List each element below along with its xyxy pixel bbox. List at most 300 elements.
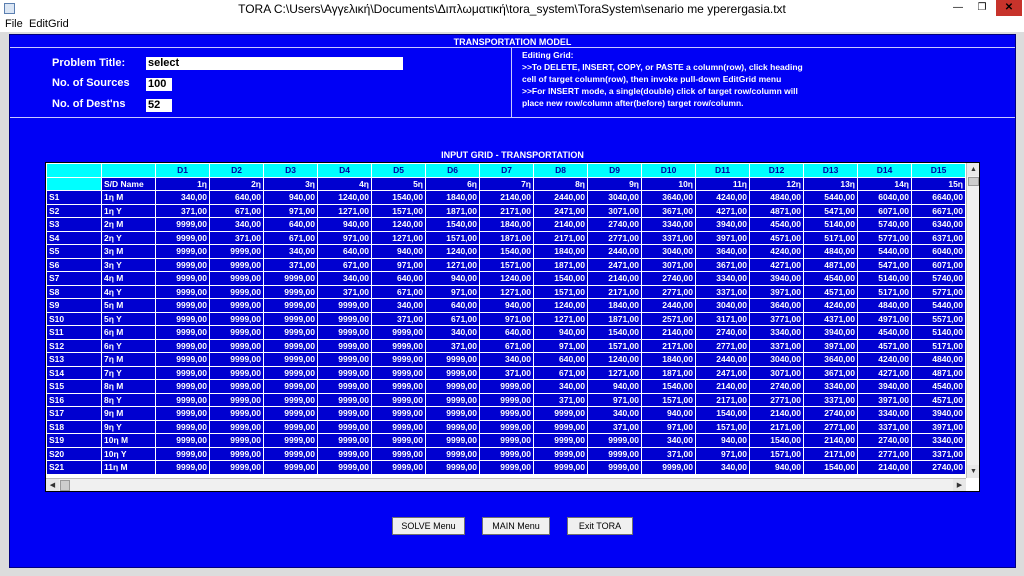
solve-menu-button[interactable]: SOLVE Menu [392,517,465,535]
cost-cell[interactable]: 9999,00 [426,393,480,407]
cost-cell[interactable]: 4540,00 [858,326,912,340]
column-header[interactable]: D15 [912,164,966,178]
cost-cell[interactable]: 2171,00 [480,204,534,218]
cost-cell[interactable]: 2140,00 [642,326,696,340]
cost-cell[interactable]: 4840,00 [750,191,804,205]
row-header[interactable]: S6 [47,258,102,272]
cost-cell[interactable]: 3340,00 [858,407,912,421]
cost-cell[interactable]: 3071,00 [588,204,642,218]
column-header[interactable]: D3 [264,164,318,178]
cost-cell[interactable]: 971,00 [534,339,588,353]
cost-cell[interactable]: 1240,00 [588,353,642,367]
cost-cell[interactable]: 9999,00 [318,407,372,421]
dest-name-cell[interactable]: 7η [480,177,534,191]
cost-cell[interactable]: 2771,00 [642,285,696,299]
cost-cell[interactable]: 9999,00 [318,380,372,394]
cost-cell[interactable]: 2140,00 [750,407,804,421]
cost-cell[interactable]: 1271,00 [318,204,372,218]
grid-corner[interactable] [47,164,102,178]
cost-cell[interactable]: 4971,00 [858,312,912,326]
cost-cell[interactable]: 9999,00 [264,339,318,353]
cost-cell[interactable]: 9999,00 [318,434,372,448]
cost-cell[interactable]: 1240,00 [318,191,372,205]
row-header[interactable]: S10 [47,312,102,326]
cost-cell[interactable]: 9999,00 [156,461,210,475]
cost-cell[interactable]: 5440,00 [858,245,912,259]
source-name-cell[interactable]: 5η Μ [102,299,156,313]
cost-cell[interactable]: 3940,00 [696,218,750,232]
cost-cell[interactable]: 971,00 [588,393,642,407]
source-name-cell[interactable]: 1η Μ [102,191,156,205]
cost-cell[interactable]: 6640,00 [912,191,966,205]
row-header[interactable]: S21 [47,461,102,475]
cost-cell[interactable]: 9999,00 [318,326,372,340]
cost-cell[interactable]: 671,00 [318,258,372,272]
cost-cell[interactable]: 9999,00 [264,434,318,448]
row-header[interactable]: S1 [47,191,102,205]
cost-cell[interactable]: 9999,00 [210,285,264,299]
cost-cell[interactable]: 3340,00 [696,272,750,286]
cost-cell[interactable]: 4571,00 [912,393,966,407]
cost-cell[interactable]: 340,00 [156,191,210,205]
column-header[interactable]: D4 [318,164,372,178]
cost-cell[interactable]: 3371,00 [750,339,804,353]
cost-cell[interactable]: 9999,00 [156,447,210,461]
cost-cell[interactable]: 9999,00 [210,299,264,313]
cost-cell[interactable]: 9999,00 [588,461,642,475]
cost-cell[interactable]: 5140,00 [912,326,966,340]
cost-cell[interactable]: 9999,00 [210,353,264,367]
cost-cell[interactable]: 2171,00 [750,420,804,434]
cost-cell[interactable]: 9999,00 [372,353,426,367]
minimize-button[interactable]: — [953,2,963,13]
cost-cell[interactable]: 9999,00 [426,447,480,461]
column-header[interactable]: D7 [480,164,534,178]
row-header[interactable]: S14 [47,366,102,380]
cost-cell[interactable]: 371,00 [372,312,426,326]
cost-cell[interactable]: 9999,00 [426,461,480,475]
cost-cell[interactable]: 2440,00 [642,299,696,313]
cost-cell[interactable]: 9999,00 [210,245,264,259]
cost-cell[interactable]: 4240,00 [750,245,804,259]
cost-cell[interactable]: 4271,00 [750,258,804,272]
scroll-down-arrow-icon[interactable]: ▼ [967,465,980,478]
vertical-scroll-thumb[interactable] [968,177,979,186]
row-header[interactable]: S7 [47,272,102,286]
cost-cell[interactable]: 4571,00 [804,285,858,299]
cost-cell[interactable]: 1571,00 [372,204,426,218]
cost-cell[interactable]: 5440,00 [912,299,966,313]
dest-name-cell[interactable]: 14η [858,177,912,191]
cost-cell[interactable]: 9999,00 [156,339,210,353]
source-name-cell[interactable]: 7η Μ [102,353,156,367]
row-header[interactable]: S19 [47,434,102,448]
cost-cell[interactable]: 2740,00 [696,326,750,340]
cost-cell[interactable]: 4271,00 [858,366,912,380]
cost-cell[interactable]: 340,00 [372,299,426,313]
cost-cell[interactable]: 340,00 [696,461,750,475]
cost-cell[interactable]: 3940,00 [750,272,804,286]
cost-cell[interactable]: 1840,00 [480,218,534,232]
cost-cell[interactable]: 9999,00 [264,407,318,421]
cost-cell[interactable]: 971,00 [642,420,696,434]
row-header[interactable]: S9 [47,299,102,313]
column-header[interactable]: D14 [858,164,912,178]
cost-cell[interactable]: 9999,00 [534,434,588,448]
cost-cell[interactable]: 9999,00 [372,434,426,448]
cost-cell[interactable]: 640,00 [534,353,588,367]
dest-name-cell[interactable]: 5η [372,177,426,191]
cost-cell[interactable]: 671,00 [480,339,534,353]
cost-cell[interactable]: 2140,00 [858,461,912,475]
cost-cell[interactable]: 9999,00 [318,366,372,380]
cost-cell[interactable]: 3340,00 [750,326,804,340]
cost-cell[interactable]: 5440,00 [804,191,858,205]
horizontal-scroll-thumb[interactable] [60,480,70,491]
cost-cell[interactable]: 9999,00 [318,420,372,434]
cost-cell[interactable]: 2771,00 [588,231,642,245]
cost-cell[interactable]: 1540,00 [480,245,534,259]
cost-cell[interactable]: 940,00 [750,461,804,475]
column-header[interactable]: D1 [156,164,210,178]
cost-cell[interactable]: 940,00 [372,245,426,259]
cost-cell[interactable]: 4271,00 [696,204,750,218]
cost-cell[interactable]: 9999,00 [210,272,264,286]
source-name-cell[interactable]: 5η Υ [102,312,156,326]
cost-cell[interactable]: 2140,00 [534,218,588,232]
cost-cell[interactable]: 9999,00 [210,461,264,475]
cost-cell[interactable]: 2740,00 [912,461,966,475]
cost-cell[interactable]: 2171,00 [534,231,588,245]
cost-cell[interactable]: 671,00 [426,312,480,326]
cost-cell[interactable]: 3971,00 [858,393,912,407]
cost-cell[interactable]: 1540,00 [372,191,426,205]
row-header[interactable]: S16 [47,393,102,407]
cost-cell[interactable]: 3940,00 [804,326,858,340]
cost-cell[interactable]: 4571,00 [750,231,804,245]
column-header[interactable]: D11 [696,164,750,178]
cost-cell[interactable]: 9999,00 [372,461,426,475]
cost-cell[interactable]: 3940,00 [858,380,912,394]
cost-cell[interactable]: 1271,00 [588,366,642,380]
row-header[interactable]: S8 [47,285,102,299]
cost-cell[interactable]: 2740,00 [750,380,804,394]
source-name-cell[interactable]: 3η Υ [102,258,156,272]
cost-cell[interactable]: 3371,00 [696,285,750,299]
cost-cell[interactable]: 9999,00 [156,245,210,259]
cost-cell[interactable]: 6071,00 [912,258,966,272]
cost-cell[interactable]: 1840,00 [534,245,588,259]
cost-cell[interactable]: 9999,00 [534,447,588,461]
cost-cell[interactable]: 9999,00 [588,447,642,461]
cost-cell[interactable]: 9999,00 [372,339,426,353]
cost-cell[interactable]: 1271,00 [534,312,588,326]
cost-cell[interactable]: 9999,00 [264,299,318,313]
cost-cell[interactable]: 640,00 [480,326,534,340]
cost-cell[interactable]: 3671,00 [804,366,858,380]
cost-cell[interactable]: 2471,00 [534,204,588,218]
cost-cell[interactable]: 9999,00 [372,420,426,434]
dest-name-cell[interactable]: 12η [750,177,804,191]
source-name-cell[interactable]: 8η Υ [102,393,156,407]
cost-cell[interactable]: 1540,00 [534,272,588,286]
menu-file[interactable]: File [5,18,23,30]
source-name-cell[interactable]: 8η Μ [102,380,156,394]
row-header[interactable]: S17 [47,407,102,421]
cost-cell[interactable]: 9999,00 [642,461,696,475]
column-header[interactable]: D2 [210,164,264,178]
dest-name-cell[interactable]: 3η [264,177,318,191]
source-name-cell[interactable]: 2η Υ [102,231,156,245]
cost-cell[interactable]: 971,00 [426,285,480,299]
cost-cell[interactable]: 3040,00 [750,353,804,367]
cost-cell[interactable]: 1240,00 [480,272,534,286]
cost-cell[interactable]: 5740,00 [912,272,966,286]
cost-cell[interactable]: 371,00 [588,420,642,434]
cost-cell[interactable]: 6340,00 [912,218,966,232]
dest-name-cell[interactable]: 4η [318,177,372,191]
cost-cell[interactable]: 2771,00 [804,420,858,434]
cost-cell[interactable]: 340,00 [264,245,318,259]
cost-cell[interactable]: 3940,00 [912,407,966,421]
cost-cell[interactable]: 971,00 [372,258,426,272]
row-header[interactable]: S13 [47,353,102,367]
vertical-scrollbar[interactable] [966,163,979,478]
cost-cell[interactable]: 9999,00 [588,434,642,448]
cost-cell[interactable]: 9999,00 [210,447,264,461]
cost-cell[interactable]: 9999,00 [264,326,318,340]
cost-cell[interactable]: 671,00 [210,204,264,218]
grid-corner[interactable] [47,177,102,191]
cost-cell[interactable]: 971,00 [264,204,318,218]
cost-cell[interactable]: 5740,00 [858,218,912,232]
scroll-left-arrow-icon[interactable]: ◀ [46,479,59,492]
cost-cell[interactable]: 9999,00 [210,434,264,448]
cost-cell[interactable]: 4540,00 [912,380,966,394]
cost-cell[interactable]: 940,00 [588,380,642,394]
column-header[interactable]: D12 [750,164,804,178]
cost-cell[interactable]: 4840,00 [912,353,966,367]
cost-cell[interactable]: 3640,00 [750,299,804,313]
cost-cell[interactable]: 340,00 [480,353,534,367]
source-name-cell[interactable]: 1η Υ [102,204,156,218]
problem-title-input[interactable]: select [146,57,403,70]
cost-cell[interactable]: 2171,00 [804,447,858,461]
cost-cell[interactable]: 3340,00 [804,380,858,394]
source-name-cell[interactable]: 2η Μ [102,218,156,232]
cost-cell[interactable]: 1240,00 [372,218,426,232]
cost-cell[interactable]: 4240,00 [804,299,858,313]
cost-cell[interactable]: 3971,00 [804,339,858,353]
source-name-cell[interactable]: 9η Υ [102,420,156,434]
cost-cell[interactable]: 371,00 [156,204,210,218]
cost-cell[interactable]: 371,00 [426,339,480,353]
cost-cell[interactable]: 9999,00 [264,380,318,394]
cost-cell[interactable]: 9999,00 [210,339,264,353]
cost-cell[interactable]: 9999,00 [318,393,372,407]
scroll-up-arrow-icon[interactable]: ▲ [967,163,980,176]
cost-cell[interactable]: 340,00 [210,218,264,232]
cost-cell[interactable]: 2471,00 [588,258,642,272]
cost-cell[interactable]: 9999,00 [264,366,318,380]
cost-cell[interactable]: 9999,00 [480,420,534,434]
cost-cell[interactable]: 9999,00 [210,366,264,380]
cost-cell[interactable]: 9999,00 [318,461,372,475]
dest-name-cell[interactable]: 10η [642,177,696,191]
cost-cell[interactable]: 1240,00 [426,245,480,259]
cost-cell[interactable]: 9999,00 [372,380,426,394]
cost-cell[interactable]: 940,00 [318,218,372,232]
cost-cell[interactable]: 9999,00 [210,258,264,272]
cost-cell[interactable]: 371,00 [642,447,696,461]
cost-cell[interactable]: 4540,00 [804,272,858,286]
cost-cell[interactable]: 9999,00 [426,380,480,394]
cost-cell[interactable]: 5771,00 [912,285,966,299]
cost-cell[interactable]: 3371,00 [912,447,966,461]
cost-cell[interactable]: 1571,00 [588,339,642,353]
cost-cell[interactable]: 1871,00 [426,204,480,218]
cost-cell[interactable]: 340,00 [318,272,372,286]
grid-corner[interactable] [102,164,156,178]
cost-cell[interactable]: 5571,00 [912,312,966,326]
cost-cell[interactable]: 4540,00 [750,218,804,232]
cost-cell[interactable]: 9999,00 [156,420,210,434]
cost-cell[interactable]: 1540,00 [426,218,480,232]
cost-cell[interactable]: 2740,00 [858,434,912,448]
cost-cell[interactable]: 3071,00 [642,258,696,272]
cost-cell[interactable]: 3640,00 [696,245,750,259]
cost-cell[interactable]: 971,00 [318,231,372,245]
cost-cell[interactable]: 1571,00 [426,231,480,245]
cost-cell[interactable]: 1540,00 [804,461,858,475]
source-name-cell[interactable]: 11η Μ [102,461,156,475]
cost-cell[interactable]: 1271,00 [372,231,426,245]
cost-cell[interactable]: 3171,00 [696,312,750,326]
cost-cell[interactable]: 5171,00 [858,285,912,299]
cost-cell[interactable]: 9999,00 [210,407,264,421]
cost-cell[interactable]: 3071,00 [750,366,804,380]
cost-cell[interactable]: 1540,00 [696,407,750,421]
cost-cell[interactable]: 371,00 [210,231,264,245]
dest-name-cell[interactable]: 6η [426,177,480,191]
horizontal-scrollbar[interactable] [46,478,966,491]
cost-cell[interactable]: 4871,00 [912,366,966,380]
cost-cell[interactable]: 4371,00 [804,312,858,326]
cost-cell[interactable]: 3671,00 [696,258,750,272]
cost-cell[interactable]: 1271,00 [480,285,534,299]
source-name-cell[interactable]: 10η Υ [102,447,156,461]
maximize-button[interactable]: ❐ [977,2,987,13]
cost-cell[interactable]: 2740,00 [804,407,858,421]
row-header[interactable]: S3 [47,218,102,232]
cost-cell[interactable]: 2140,00 [696,380,750,394]
cost-cell[interactable]: 9999,00 [156,231,210,245]
cost-cell[interactable]: 9999,00 [534,420,588,434]
column-header[interactable]: D9 [588,164,642,178]
source-name-cell[interactable]: 9η Μ [102,407,156,421]
cost-cell[interactable]: 2771,00 [858,447,912,461]
cost-cell[interactable]: 9999,00 [264,461,318,475]
cost-cell[interactable]: 5140,00 [804,218,858,232]
cost-cell[interactable]: 371,00 [264,258,318,272]
cost-cell[interactable]: 9999,00 [156,366,210,380]
cost-cell[interactable]: 9999,00 [372,447,426,461]
cost-cell[interactable]: 1540,00 [642,380,696,394]
cost-cell[interactable]: 2440,00 [588,245,642,259]
row-header[interactable]: S20 [47,447,102,461]
cost-cell[interactable]: 9999,00 [156,285,210,299]
cost-cell[interactable]: 2440,00 [696,353,750,367]
cost-cell[interactable]: 4571,00 [858,339,912,353]
cost-cell[interactable]: 9999,00 [210,312,264,326]
cost-cell[interactable]: 5171,00 [804,231,858,245]
cost-cell[interactable]: 9999,00 [318,339,372,353]
dest-name-cell[interactable]: 15η [912,177,966,191]
cost-cell[interactable]: 340,00 [534,380,588,394]
cost-cell[interactable]: 1840,00 [642,353,696,367]
cost-cell[interactable]: 3040,00 [588,191,642,205]
cost-cell[interactable]: 1840,00 [588,299,642,313]
exit-tora-button[interactable]: Exit TORA [567,517,633,535]
cost-cell[interactable]: 9999,00 [318,447,372,461]
cost-cell[interactable]: 9999,00 [156,393,210,407]
dest-name-cell[interactable]: 1η [156,177,210,191]
cost-cell[interactable]: 9999,00 [264,272,318,286]
cost-cell[interactable]: 9999,00 [372,366,426,380]
source-name-cell[interactable]: 4η Υ [102,285,156,299]
cost-cell[interactable]: 3971,00 [912,420,966,434]
cost-cell[interactable]: 9999,00 [426,420,480,434]
row-header[interactable]: S5 [47,245,102,259]
dests-input[interactable]: 52 [146,99,172,112]
cost-cell[interactable]: 1871,00 [588,312,642,326]
cost-cell[interactable]: 3971,00 [750,285,804,299]
cost-cell[interactable]: 4240,00 [696,191,750,205]
scroll-right-arrow-icon[interactable]: ▶ [953,479,966,492]
cost-cell[interactable]: 9999,00 [210,380,264,394]
dest-name-cell[interactable]: 8η [534,177,588,191]
cost-cell[interactable]: 9999,00 [156,407,210,421]
cost-cell[interactable]: 6040,00 [912,245,966,259]
cost-cell[interactable]: 4240,00 [858,353,912,367]
menu-editgrid[interactable]: EditGrid [29,18,69,30]
cost-cell[interactable]: 3771,00 [750,312,804,326]
cost-cell[interactable]: 1871,00 [642,366,696,380]
cost-cell[interactable]: 3340,00 [642,218,696,232]
cost-cell[interactable]: 940,00 [534,326,588,340]
cost-cell[interactable]: 2140,00 [588,272,642,286]
cost-cell[interactable]: 9999,00 [264,393,318,407]
cost-cell[interactable]: 2571,00 [642,312,696,326]
cost-cell[interactable]: 9999,00 [156,299,210,313]
row-header[interactable]: S18 [47,420,102,434]
close-button[interactable]: ✕ [996,0,1022,16]
cost-cell[interactable]: 2140,00 [480,191,534,205]
cost-cell[interactable]: 3040,00 [696,299,750,313]
cost-cell[interactable]: 940,00 [642,407,696,421]
cost-cell[interactable]: 640,00 [264,218,318,232]
cost-cell[interactable]: 3371,00 [642,231,696,245]
cost-cell[interactable]: 1271,00 [426,258,480,272]
source-name-cell[interactable]: 10η Μ [102,434,156,448]
cost-cell[interactable]: 9999,00 [480,434,534,448]
column-header[interactable]: D10 [642,164,696,178]
cost-cell[interactable]: 9999,00 [264,312,318,326]
row-header[interactable]: S12 [47,339,102,353]
cost-cell[interactable]: 640,00 [318,245,372,259]
cost-cell[interactable]: 1540,00 [750,434,804,448]
cost-cell[interactable]: 4871,00 [750,204,804,218]
